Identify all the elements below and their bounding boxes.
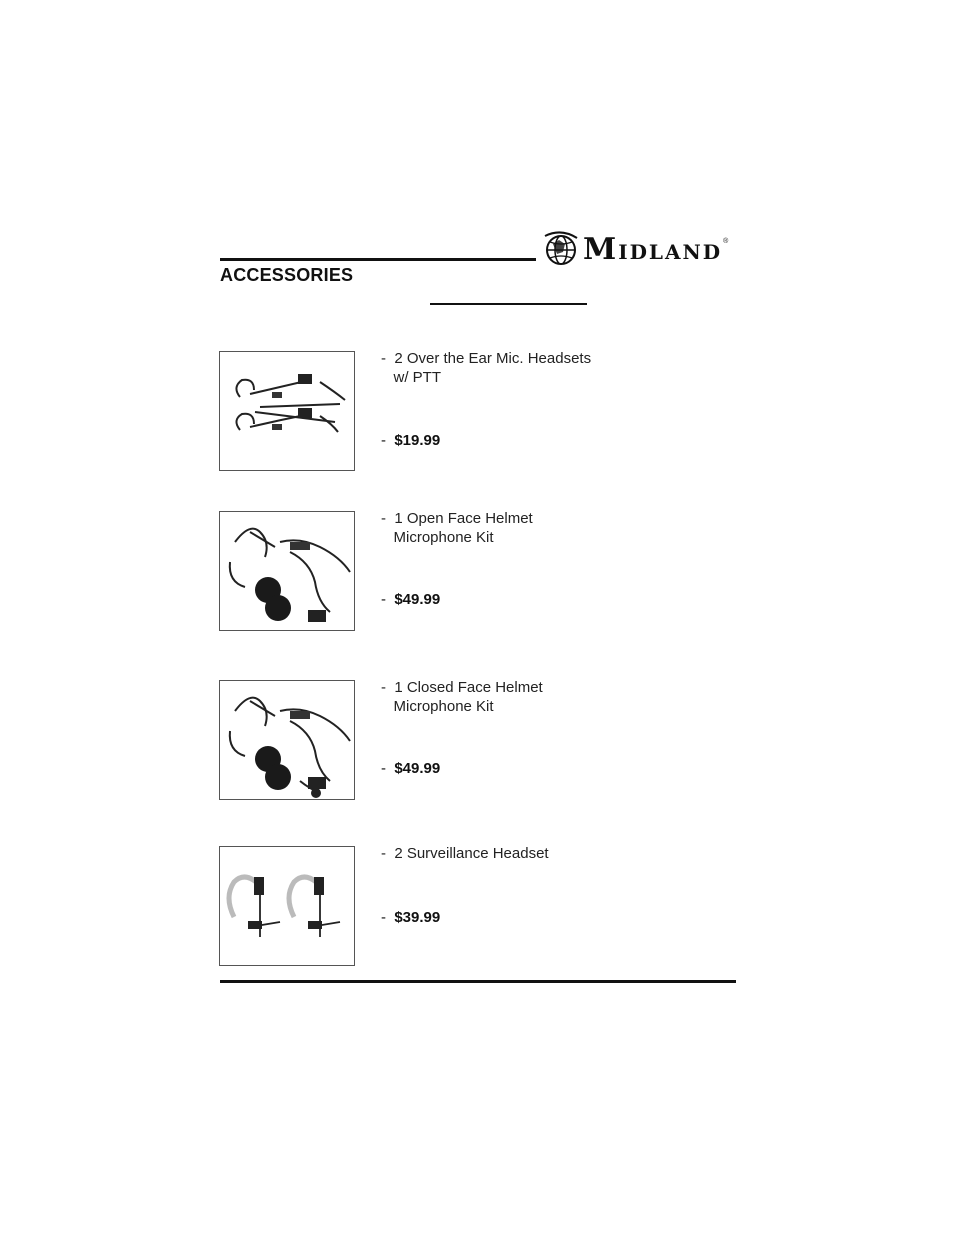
product-price-2 <box>381 591 440 608</box>
description-line: - 1 Open Face Helmet <box>381 510 533 527</box>
price-value: $49.99 <box>394 591 441 608</box>
price-dash: - <box>381 909 395 926</box>
logo-initial: M <box>583 231 619 267</box>
midland-logo <box>543 228 735 270</box>
product-price-1 <box>381 432 440 449</box>
globe-logo-icon <box>543 230 579 268</box>
product-image-1 <box>219 351 355 471</box>
description-line: - 2 Surveillance Headset <box>381 845 549 862</box>
footer-rule <box>220 980 736 983</box>
page-title: ACCESSORIES <box>220 265 354 285</box>
price-dash: - <box>381 432 395 449</box>
header-sub-rule <box>430 303 587 305</box>
product-description-1 <box>381 349 591 387</box>
product-description-2 <box>381 509 533 547</box>
header-top-rule <box>220 258 536 261</box>
open-face-helmet-kit-photo-icon <box>220 512 354 630</box>
price-value: $49.99 <box>394 760 441 777</box>
surveillance-headset-photo-icon <box>220 847 354 965</box>
description-line: Microphone Kit <box>381 698 494 715</box>
product-image-3 <box>219 680 355 800</box>
closed-face-helmet-kit-photo-icon <box>220 681 354 799</box>
description-line: Microphone Kit <box>381 529 494 546</box>
logo-wordmark <box>583 232 722 267</box>
description-line: - 2 Over the Ear Mic. Headsets <box>381 350 592 367</box>
description-line: - 1 Closed Face Helmet <box>381 679 543 696</box>
description-line: w/ PTT <box>381 369 441 386</box>
price-value: $19.99 <box>394 432 441 449</box>
product-description-4 <box>381 844 549 863</box>
registered-mark: ® <box>723 238 729 245</box>
product-description-3 <box>381 678 543 716</box>
product-price-3 <box>381 760 440 777</box>
product-image-4 <box>219 846 355 966</box>
price-dash: - <box>381 591 395 608</box>
price-dash: - <box>381 760 395 777</box>
ear-mic-headset-photo-icon <box>220 352 354 470</box>
logo-rest: IDLAND <box>618 239 723 264</box>
price-value: $39.99 <box>394 909 441 926</box>
product-price-4 <box>381 909 440 926</box>
product-image-2 <box>219 511 355 631</box>
